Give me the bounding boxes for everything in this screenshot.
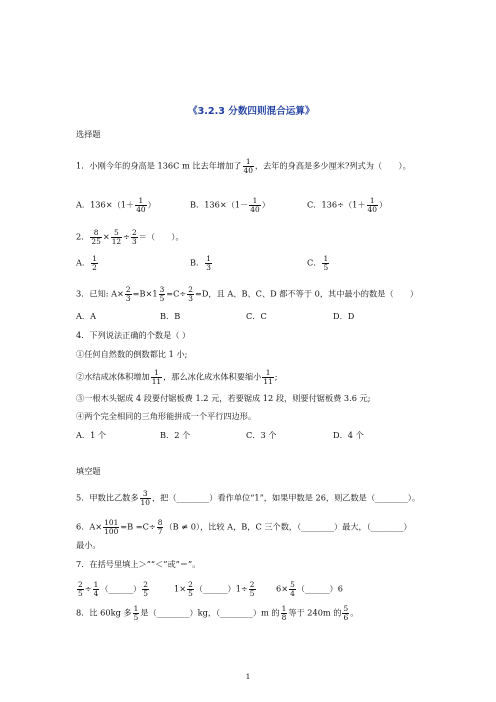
q7-item-1: $\frac{2}{5}$ ÷ $\frac{1}{4}$ （______） $\frac{2}{5}$ [78, 580, 148, 598]
answer-blank[interactable]: （______） [100, 583, 142, 594]
question-3: 3．已知: A× $\frac{2}{3}$ =B×1 $\frac{3}{5}$ =C÷ $\frac{2}{3}$ =D，且 A、B、C、D 都不等于 0，其中最小的数是（ ） [76, 285, 419, 303]
q4-option-c[interactable]: C．3 个 [246, 430, 277, 440]
q7-item-2: 1× $\frac{2}{5}$ （______）1÷ $\frac{2}{5}$ [174, 580, 255, 598]
q3-option-a[interactable]: A．A [76, 311, 97, 321]
question-5: 5．甲数比乙数多 $\frac{3}{10}$ ，把（________）看作单位“1”，如果甲数是 26，则乙数是（________）。 [76, 489, 421, 507]
q4-option-a[interactable]: A．1 个 [76, 430, 107, 440]
question-1: 1．小刚今年的身高是 136C m 比去年增加了 $\frac{1}{40}$ ，去年的身高是多少厘米?列式为（ ）。 [76, 157, 411, 175]
q4-option-d[interactable]: D．4 个 [333, 430, 364, 440]
question-7: 7．在括号里填上＞”“＜”或”＝”。 [76, 559, 201, 569]
q1-option-b[interactable]: B．136×（1－ $\frac{1}{40}$ ） [190, 196, 270, 214]
q1-option-a[interactable]: A．136×（1＋ $\frac{1}{40}$ ） [76, 196, 156, 214]
question-2: 2． $\frac{8}{25}$ × $\frac{5}{12}$ ÷ $\frac{2}{3}$ ＝（ ）。 [76, 228, 184, 246]
question-6-continued: 最小。 [76, 540, 101, 550]
q4-statement-3: ③一根木头锯成 4 段要付锯板费 1.2 元，若要锯成 12 段，则要付锯板费 3.6 元; [76, 393, 371, 403]
q3-option-d[interactable]: D．D [333, 311, 355, 321]
q4-statement-4: ④两个完全相同的三角形能拼成一个平行四边形。 [76, 411, 257, 421]
question-6: 6．A× $\frac{101}{100}$ =B =C÷ $\frac{8}{7}$ （B ≠ 0），比较 A，B，C 三个数，（________）最大，（________） [76, 518, 412, 536]
answer-blank[interactable]: （______）6 [296, 583, 343, 594]
q2-option-a[interactable]: A． $\frac{1}{2}$ [76, 254, 97, 272]
answer-blank[interactable]: （______）1÷ [194, 583, 248, 594]
question-4: 4．下列说法正确的个数是（ ） [76, 330, 191, 340]
q4-option-b[interactable]: B．2 个 [160, 430, 191, 440]
section-heading-fill: 填空题 [76, 466, 101, 476]
q1-option-c[interactable]: C．136÷（1＋ $\frac{1}{40}$ ） [307, 196, 388, 214]
q7-item-3: 6× $\frac{5}{4}$ （______）6 [276, 580, 343, 598]
section-heading-choice: 选择题 [76, 129, 101, 139]
page-number: 1 [245, 672, 251, 681]
q4-statement-2: ②水结成冰体积增加 $\frac{1}{11}$ ，那么冰化成水体积要缩小 $\frac{1}{11}$ ; [76, 368, 278, 386]
fraction: $\frac{1}{40}$ [243, 157, 253, 175]
q2-option-b[interactable]: B． $\frac{1}{3}$ [190, 254, 211, 272]
q2-option-c[interactable]: C． $\frac{1}{5}$ [307, 254, 329, 272]
question-8: 8．比 60kg 多 $\frac{1}{5}$ 是（________）kg，（________）m 的 $\frac{1}{8}$ 等于 240m 的 $\frac{5}{6}$ 。 [76, 604, 359, 622]
q3-option-b[interactable]: B．B [160, 311, 181, 321]
q4-statement-1: ①任何自然数的倒数都比 1 小; [76, 349, 188, 359]
page-title: 《3.2.3 分数四则混合运算》 [188, 106, 315, 117]
q3-option-c[interactable]: C．C [246, 311, 267, 321]
